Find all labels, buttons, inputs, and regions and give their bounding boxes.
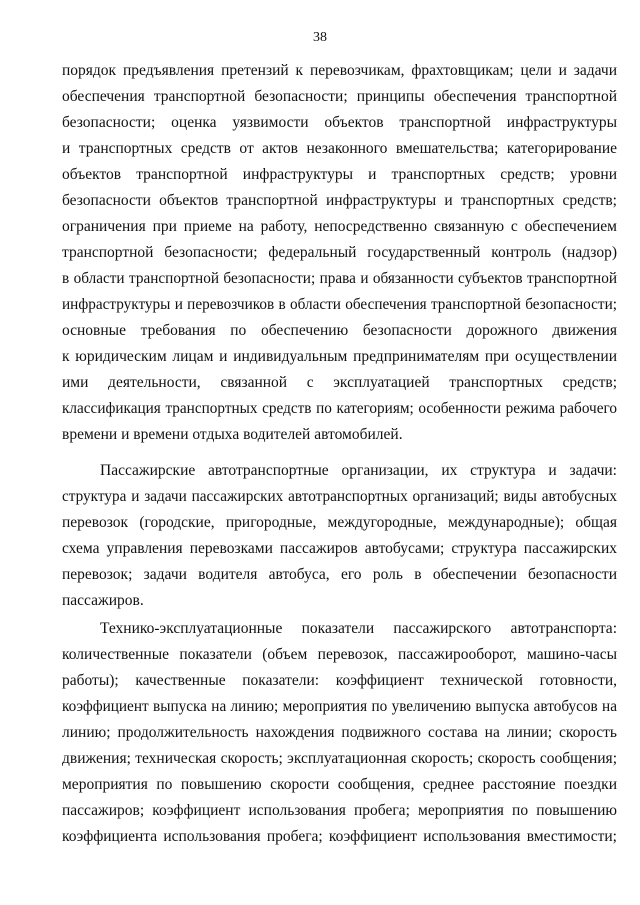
text-line: к юридическим лицам и индивидуальным предпринимателям при осуществлении [62, 348, 617, 365]
text-line: безопасности объектов транспортной инфраструктуры и транспортных средств; [62, 192, 617, 209]
text-line: структура и задачи пассажирских автотранспортных организаций; виды автобусных [62, 488, 617, 505]
paragraph-technical-indicators [62, 616, 617, 850]
text-line: классификация транспортных средств по категориям; особенности режима рабочего [62, 400, 617, 417]
text-line: количественные показатели (объем перевозок, пассажирооборот, машино-часы [62, 646, 617, 663]
text-line: перевозок (городские, пригородные, междугородные, международные); общая [62, 514, 617, 531]
text-line: перевозок; задачи водителя автобуса, его роль в обеспечении безопасности [62, 566, 617, 583]
text-line: инфраструктуры и перевозчиков в области обеспечения транспортной безопасности; [62, 296, 617, 313]
text-line: Технико-эксплуатационные показатели пассажирского автотранспорта: [100, 620, 617, 637]
text-line: основные требования по обеспечению безопасности дорожного движения [62, 322, 617, 339]
text-line: в области транспортной безопасности; права и обязанности субъектов транспортной [62, 270, 617, 287]
text-line: движения; техническая скорость; эксплуатационная скорость; скорость сообщения; [62, 750, 617, 767]
text-line: мероприятия по повышению скорости сообщения, среднее расстояние поездки [62, 776, 617, 793]
text-line: пассажиров. [62, 592, 144, 609]
text-line: работы); качественные показатели: коэффициент технической готовности, [62, 672, 617, 689]
text-line: и транспортных средств от актов незаконного вмешательства; категорирование [62, 140, 617, 157]
text-line: безопасности; оценка уязвимости объектов транспортной инфраструктуры [62, 114, 617, 131]
paragraph-transport-security [62, 58, 617, 448]
text-line: ими деятельности, связанной с эксплуатацией транспортных средств; [62, 374, 617, 391]
text-line: обеспечения транспортной безопасности; принципы обеспечения транспортной [62, 88, 617, 105]
text-line: ограничения при приеме на работу, непосредственно связанную с обеспечением [62, 218, 617, 235]
text-line: времени и времени отдыха водителей автомобилей. [62, 426, 403, 443]
paragraph-passenger-organizations [62, 458, 617, 614]
text-line: схема управления перевозками пассажиров автобусами; структура пассажирских [62, 540, 617, 557]
text-line: объектов транспортной инфраструктуры и транспортных средств; уровни [62, 166, 617, 183]
page-number: 38 [313, 30, 327, 45]
text-line: коэффициента использования пробега; коэффициент использования вместимости; [62, 828, 617, 845]
text-line: транспортной безопасности; федеральный государственный контроль (надзор) [62, 244, 617, 261]
text-line: коэффициент выпуска на линию; мероприятия по увеличению выпуска автобусов на [62, 698, 617, 715]
text-line: Пассажирские автотранспортные организации, их структура и задачи: [100, 462, 617, 479]
text-line: пассажиров; коэффициент использования пробега; мероприятия по повышению [62, 802, 617, 819]
text-line: порядок предъявления претензий к перевозчикам, фрахтовщикам; цели и задачи [62, 62, 617, 79]
text-line: линию; продолжительность нахождения подвижного состава на линии; скорость [62, 724, 617, 741]
